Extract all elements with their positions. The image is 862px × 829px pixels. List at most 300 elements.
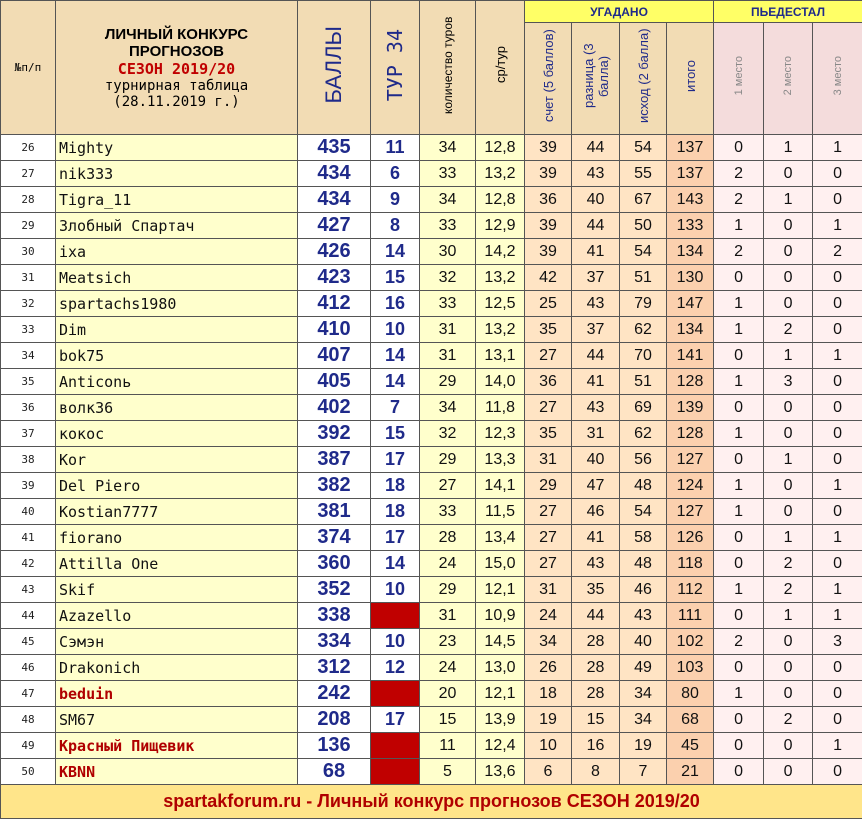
place3-cell: 0 <box>813 681 862 707</box>
score-cell: 36 <box>525 187 572 213</box>
col-outcome-header <box>620 23 667 135</box>
row-number: 45 <box>1 629 56 655</box>
points-cell: 412 <box>298 291 371 317</box>
avg-header-text: ср/тур <box>492 46 508 84</box>
diff-cell: 41 <box>572 525 620 551</box>
table-row <box>1 161 862 187</box>
outcome-cell: 62 <box>620 317 667 343</box>
score-cell: 35 <box>525 421 572 447</box>
table-row <box>1 395 862 421</box>
player-name: Skif <box>56 577 298 603</box>
diff-cell: 44 <box>572 135 620 161</box>
table-row <box>1 603 862 629</box>
avg-cell: 14,5 <box>476 629 525 655</box>
place3-cell: 0 <box>813 421 862 447</box>
outcome-cell: 54 <box>620 499 667 525</box>
tours-count-cell: 31 <box>420 343 476 369</box>
avg-cell: 13,3 <box>476 447 525 473</box>
tours-count-cell: 32 <box>420 421 476 447</box>
score-cell: 18 <box>525 681 572 707</box>
total-cell: 126 <box>667 525 714 551</box>
place1-cell: 0 <box>714 395 764 421</box>
score-cell: 39 <box>525 239 572 265</box>
place3-cell: 0 <box>813 395 862 421</box>
tour-cell <box>371 759 420 785</box>
total-cell: 130 <box>667 265 714 291</box>
score-cell: 35 <box>525 317 572 343</box>
score-cell: 39 <box>525 135 572 161</box>
player-name: Del Piero <box>56 473 298 499</box>
tour-cell: 15 <box>371 265 420 291</box>
player-name: nik333 <box>56 161 298 187</box>
col-tour-header <box>371 1 420 135</box>
points-header-text: БАЛЛЫ <box>321 26 346 104</box>
place3-cell: 1 <box>813 213 862 239</box>
total-cell: 133 <box>667 213 714 239</box>
avg-cell: 12,8 <box>476 187 525 213</box>
place1-cell: 1 <box>714 213 764 239</box>
place3-cell: 1 <box>813 343 862 369</box>
diff-cell: 40 <box>572 447 620 473</box>
points-cell: 334 <box>298 629 371 655</box>
place3-cell: 0 <box>813 369 862 395</box>
place3-cell: 0 <box>813 759 862 785</box>
table-row <box>1 291 862 317</box>
col-place3-header <box>813 23 862 135</box>
place1-cell: 0 <box>714 707 764 733</box>
outcome-cell: 7 <box>620 759 667 785</box>
place2-cell: 1 <box>764 135 813 161</box>
tours-count-cell: 34 <box>420 395 476 421</box>
score-cell: 29 <box>525 473 572 499</box>
table-row <box>1 551 862 577</box>
score-cell: 34 <box>525 629 572 655</box>
player-name: Drakonich <box>56 655 298 681</box>
diff-cell: 28 <box>572 629 620 655</box>
row-number: 29 <box>1 213 56 239</box>
points-cell: 410 <box>298 317 371 343</box>
place1-cell: 2 <box>714 239 764 265</box>
outcome-cell: 34 <box>620 707 667 733</box>
title-line2: ПРОГНОЗОВ <box>129 42 224 60</box>
row-number: 50 <box>1 759 56 785</box>
score-cell: 27 <box>525 551 572 577</box>
place3-cell: 0 <box>813 655 862 681</box>
avg-cell: 11,8 <box>476 395 525 421</box>
place2-cell: 0 <box>764 213 813 239</box>
place2-cell: 0 <box>764 759 813 785</box>
row-number: 35 <box>1 369 56 395</box>
diff-cell: 44 <box>572 603 620 629</box>
score-cell: 26 <box>525 655 572 681</box>
tour-cell: 6 <box>371 161 420 187</box>
table-row <box>1 473 862 499</box>
place3-cell: 0 <box>813 447 862 473</box>
place2-cell: 0 <box>764 681 813 707</box>
player-name: волк36 <box>56 395 298 421</box>
outcome-cell: 54 <box>620 135 667 161</box>
outcome-cell: 79 <box>620 291 667 317</box>
total-cell: 102 <box>667 629 714 655</box>
total-cell: 45 <box>667 733 714 759</box>
place2-cell: 0 <box>764 239 813 265</box>
player-name: Azazello <box>56 603 298 629</box>
score-cell: 31 <box>525 577 572 603</box>
row-number: 27 <box>1 161 56 187</box>
player-name: Злобный Спартач <box>56 213 298 239</box>
avg-cell: 11,5 <box>476 499 525 525</box>
player-name: fiorano <box>56 525 298 551</box>
outcome-cell: 34 <box>620 681 667 707</box>
subtitle-line1: турнирная таблица <box>104 77 249 94</box>
player-name: Anticonь <box>56 369 298 395</box>
place2-cell: 0 <box>764 395 813 421</box>
diff-cell: 44 <box>572 213 620 239</box>
table-row <box>1 421 862 447</box>
player-name: кокос <box>56 421 298 447</box>
tour-cell: 14 <box>371 551 420 577</box>
diff-cell: 43 <box>572 291 620 317</box>
score-cell: 10 <box>525 733 572 759</box>
tours-count-cell: 33 <box>420 161 476 187</box>
standings-body <box>1 135 862 785</box>
place1-cell: 0 <box>714 551 764 577</box>
diff-cell: 8 <box>572 759 620 785</box>
points-cell: 435 <box>298 135 371 161</box>
avg-cell: 13,1 <box>476 343 525 369</box>
avg-cell: 13,2 <box>476 265 525 291</box>
guessed-group-header: УГАДАНО <box>525 1 714 23</box>
table-row <box>1 733 862 759</box>
outcome-cell: 49 <box>620 655 667 681</box>
avg-cell: 12,1 <box>476 681 525 707</box>
tour-cell: 10 <box>371 577 420 603</box>
points-cell: 381 <box>298 499 371 525</box>
table-row <box>1 187 862 213</box>
tour-cell: 14 <box>371 369 420 395</box>
avg-cell: 12,1 <box>476 577 525 603</box>
score-cell: 6 <box>525 759 572 785</box>
points-cell: 387 <box>298 447 371 473</box>
player-name: Сэмэн <box>56 629 298 655</box>
place1-cell: 1 <box>714 291 764 317</box>
tour-cell: 18 <box>371 473 420 499</box>
place1-cell: 0 <box>714 447 764 473</box>
row-number: 26 <box>1 135 56 161</box>
place3-cell: 1 <box>813 473 862 499</box>
tours-count-cell: 29 <box>420 447 476 473</box>
tours-count-header-text: количество туров <box>440 16 455 114</box>
place2-cell: 1 <box>764 187 813 213</box>
tour-cell: 18 <box>371 499 420 525</box>
points-cell: 402 <box>298 395 371 421</box>
season-label: СЕЗОН 2019/20 <box>117 59 236 78</box>
tours-count-cell: 33 <box>420 291 476 317</box>
outcome-cell: 50 <box>620 213 667 239</box>
tour-cell: 16 <box>371 291 420 317</box>
place2-cell: 0 <box>764 421 813 447</box>
total-cell: 118 <box>667 551 714 577</box>
diff-cell: 44 <box>572 343 620 369</box>
outcome-cell: 46 <box>620 577 667 603</box>
tours-count-cell: 15 <box>420 707 476 733</box>
points-cell: 68 <box>298 759 371 785</box>
diff-cell: 35 <box>572 577 620 603</box>
avg-cell: 13,9 <box>476 707 525 733</box>
tours-count-cell: 23 <box>420 629 476 655</box>
points-cell: 242 <box>298 681 371 707</box>
tours-count-cell: 34 <box>420 135 476 161</box>
tour-cell: 15 <box>371 421 420 447</box>
points-cell: 434 <box>298 161 371 187</box>
place1-cell: 0 <box>714 655 764 681</box>
place1-cell: 0 <box>714 525 764 551</box>
outcome-cell: 48 <box>620 473 667 499</box>
avg-cell: 13,6 <box>476 759 525 785</box>
place2-cell: 0 <box>764 265 813 291</box>
tour-cell: 17 <box>371 525 420 551</box>
col-total-header <box>667 23 714 135</box>
place1-cell: 0 <box>714 759 764 785</box>
tour-cell: 10 <box>371 317 420 343</box>
table-row <box>1 759 862 785</box>
place3-cell: 0 <box>813 317 862 343</box>
outcome-cell: 67 <box>620 187 667 213</box>
total-cell: 103 <box>667 655 714 681</box>
col-place2-header <box>764 23 813 135</box>
place2-cell: 1 <box>764 447 813 473</box>
row-number: 36 <box>1 395 56 421</box>
row-number: 42 <box>1 551 56 577</box>
place3-header-text: 3 место <box>831 56 844 96</box>
points-cell: 423 <box>298 265 371 291</box>
place1-cell: 0 <box>714 733 764 759</box>
place2-cell: 3 <box>764 369 813 395</box>
outcome-cell: 58 <box>620 525 667 551</box>
outcome-cell: 19 <box>620 733 667 759</box>
tour-cell: 17 <box>371 707 420 733</box>
diff-cell: 46 <box>572 499 620 525</box>
player-name: Mighty <box>56 135 298 161</box>
score-cell: 39 <box>525 213 572 239</box>
score-cell: 27 <box>525 395 572 421</box>
total-cell: 111 <box>667 603 714 629</box>
place1-cell: 1 <box>714 473 764 499</box>
points-cell: 136 <box>298 733 371 759</box>
row-number: 30 <box>1 239 56 265</box>
diff-header-text: разница (3 балла) <box>580 43 611 109</box>
row-number: 43 <box>1 577 56 603</box>
place2-cell: 0 <box>764 499 813 525</box>
outcome-cell: 40 <box>620 629 667 655</box>
diff-cell: 43 <box>572 551 620 577</box>
outcome-cell: 55 <box>620 161 667 187</box>
place1-cell: 0 <box>714 343 764 369</box>
tour-cell <box>371 681 420 707</box>
outcome-cell: 54 <box>620 239 667 265</box>
place1-cell: 1 <box>714 681 764 707</box>
place1-cell: 0 <box>714 603 764 629</box>
row-number: 34 <box>1 343 56 369</box>
table-row <box>1 343 862 369</box>
outcome-cell: 48 <box>620 551 667 577</box>
tours-count-cell: 34 <box>420 187 476 213</box>
outcome-cell: 51 <box>620 265 667 291</box>
total-cell: 139 <box>667 395 714 421</box>
total-cell: 124 <box>667 473 714 499</box>
player-name: SM67 <box>56 707 298 733</box>
tours-count-cell: 5 <box>420 759 476 785</box>
diff-cell: 40 <box>572 187 620 213</box>
tours-count-cell: 31 <box>420 603 476 629</box>
place2-cell: 0 <box>764 291 813 317</box>
outcome-cell: 43 <box>620 603 667 629</box>
diff-cell: 37 <box>572 265 620 291</box>
footer-banner: spartakforum.ru - Личный конкурс прогнозов СЕЗОН 2019/20 <box>1 785 862 819</box>
avg-cell: 12,3 <box>476 421 525 447</box>
score-cell: 27 <box>525 343 572 369</box>
outcome-cell: 69 <box>620 395 667 421</box>
place3-cell: 1 <box>813 577 862 603</box>
tour-cell: 14 <box>371 239 420 265</box>
place2-header-text: 2 место <box>782 56 795 96</box>
points-cell: 407 <box>298 343 371 369</box>
place1-cell: 0 <box>714 135 764 161</box>
place2-cell: 1 <box>764 525 813 551</box>
tours-count-cell: 33 <box>420 499 476 525</box>
points-cell: 352 <box>298 577 371 603</box>
row-number: 37 <box>1 421 56 447</box>
score-cell: 19 <box>525 707 572 733</box>
row-number: 32 <box>1 291 56 317</box>
player-name: beduin <box>56 681 298 707</box>
total-cell: 128 <box>667 369 714 395</box>
total-cell: 134 <box>667 317 714 343</box>
table-row <box>1 447 862 473</box>
podium-group-header: ПЬЕДЕСТАЛ <box>714 1 862 23</box>
outcome-cell: 70 <box>620 343 667 369</box>
place3-cell: 0 <box>813 551 862 577</box>
place2-cell: 2 <box>764 707 813 733</box>
score-cell: 31 <box>525 447 572 473</box>
place1-cell: 2 <box>714 629 764 655</box>
avg-cell: 15,0 <box>476 551 525 577</box>
player-name: Kostian7777 <box>56 499 298 525</box>
score-cell: 42 <box>525 265 572 291</box>
col-tours-count-header <box>420 1 476 135</box>
col-diff-header <box>572 23 620 135</box>
diff-cell: 15 <box>572 707 620 733</box>
tour-header-text: ТУР 34 <box>383 28 407 102</box>
place1-header-text: 1 место <box>732 56 745 96</box>
avg-cell: 12,9 <box>476 213 525 239</box>
subtitle-line2: (28.11.2019 г.) <box>113 93 240 110</box>
total-cell: 141 <box>667 343 714 369</box>
total-cell: 80 <box>667 681 714 707</box>
diff-cell: 28 <box>572 655 620 681</box>
row-number: 48 <box>1 707 56 733</box>
player-name: bok75 <box>56 343 298 369</box>
points-cell: 338 <box>298 603 371 629</box>
table-row <box>1 239 862 265</box>
tours-count-cell: 30 <box>420 239 476 265</box>
diff-cell: 41 <box>572 239 620 265</box>
total-cell: 128 <box>667 421 714 447</box>
tours-count-cell: 29 <box>420 369 476 395</box>
table-row <box>1 629 862 655</box>
outcome-cell: 62 <box>620 421 667 447</box>
total-cell: 127 <box>667 447 714 473</box>
table-row <box>1 135 862 161</box>
diff-cell: 28 <box>572 681 620 707</box>
row-number: 47 <box>1 681 56 707</box>
total-cell: 143 <box>667 187 714 213</box>
player-name: Красный Пищевик <box>56 733 298 759</box>
total-cell: 134 <box>667 239 714 265</box>
diff-cell: 43 <box>572 161 620 187</box>
score-cell: 36 <box>525 369 572 395</box>
points-cell: 392 <box>298 421 371 447</box>
total-cell: 137 <box>667 135 714 161</box>
row-number: 33 <box>1 317 56 343</box>
tours-count-cell: 32 <box>420 265 476 291</box>
avg-cell: 14,1 <box>476 473 525 499</box>
tours-count-cell: 27 <box>420 473 476 499</box>
total-cell: 68 <box>667 707 714 733</box>
place3-cell: 0 <box>813 707 862 733</box>
score-cell: 39 <box>525 161 572 187</box>
place3-cell: 0 <box>813 187 862 213</box>
total-cell: 112 <box>667 577 714 603</box>
table-row <box>1 499 862 525</box>
tours-count-cell: 33 <box>420 213 476 239</box>
place1-cell: 2 <box>714 187 764 213</box>
player-name: Meatsich <box>56 265 298 291</box>
tours-count-cell: 31 <box>420 317 476 343</box>
row-number: 38 <box>1 447 56 473</box>
player-name: ixa <box>56 239 298 265</box>
table-row <box>1 655 862 681</box>
row-number: 31 <box>1 265 56 291</box>
tours-count-cell: 24 <box>420 551 476 577</box>
diff-cell: 47 <box>572 473 620 499</box>
player-name: KBNN <box>56 759 298 785</box>
player-name: Tigra_11 <box>56 187 298 213</box>
row-number: 44 <box>1 603 56 629</box>
place3-cell: 1 <box>813 525 862 551</box>
place1-cell: 1 <box>714 577 764 603</box>
place1-cell: 0 <box>714 265 764 291</box>
points-cell: 208 <box>298 707 371 733</box>
tour-cell: 11 <box>371 135 420 161</box>
player-name: Attilla One <box>56 551 298 577</box>
tours-count-cell: 24 <box>420 655 476 681</box>
avg-cell: 12,4 <box>476 733 525 759</box>
avg-cell: 13,2 <box>476 161 525 187</box>
tour-cell: 12 <box>371 655 420 681</box>
tour-cell <box>371 603 420 629</box>
place1-cell: 2 <box>714 161 764 187</box>
row-number: 28 <box>1 187 56 213</box>
tour-cell: 14 <box>371 343 420 369</box>
avg-cell: 12,8 <box>476 135 525 161</box>
total-cell: 127 <box>667 499 714 525</box>
place3-cell: 0 <box>813 291 862 317</box>
place2-cell: 1 <box>764 603 813 629</box>
outcome-cell: 51 <box>620 369 667 395</box>
points-cell: 427 <box>298 213 371 239</box>
place3-cell: 1 <box>813 603 862 629</box>
